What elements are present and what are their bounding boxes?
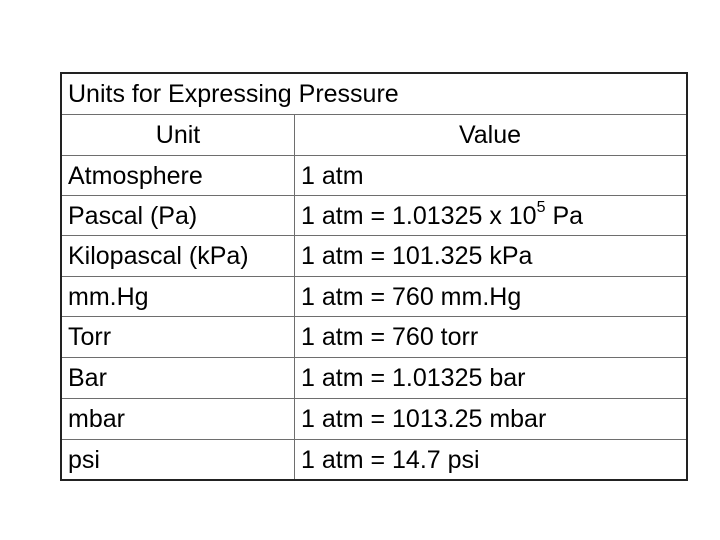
- table-row: [62, 398, 686, 438]
- value-cell: 1 atm = 14.7 psi: [301, 446, 480, 474]
- unit-cell: Atmosphere: [68, 162, 203, 190]
- value-cell: 1 atm = 760 torr: [301, 323, 479, 351]
- unit-cell: psi: [68, 446, 100, 474]
- table-row: [62, 439, 686, 479]
- header-value: Value: [458, 121, 522, 149]
- header-unit: Unit: [155, 121, 201, 149]
- value-cell: 1 atm = 101.325 kPa: [301, 242, 533, 270]
- unit-cell: Torr: [68, 323, 112, 351]
- table-row: [62, 316, 686, 356]
- exponent: 5: [536, 198, 546, 216]
- value-cell: [301, 196, 681, 236]
- table-row: [62, 195, 686, 235]
- unit-cell: mm.Hg: [68, 283, 149, 311]
- table-row: [62, 357, 686, 397]
- table-row: [62, 276, 686, 316]
- unit-cell: Bar: [68, 364, 107, 392]
- value-unit: Pa: [545, 202, 584, 230]
- pressure-units-table: [60, 72, 688, 481]
- table-title-row: [62, 74, 686, 114]
- unit-cell: mbar: [68, 405, 125, 433]
- value-cell: 1 atm = 760 mm.Hg: [301, 283, 522, 311]
- column-divider: [294, 114, 295, 479]
- value-cell: 1 atm: [301, 162, 364, 190]
- value-cell: 1 atm = 1013.25 mbar: [301, 405, 547, 433]
- unit-cell: Kilopascal (kPa): [68, 242, 249, 270]
- table-header-row: [62, 114, 686, 154]
- value-text: 1 atm = 1.01325 x 10: [301, 202, 537, 230]
- table-row: [62, 155, 686, 195]
- table-row: [62, 235, 686, 275]
- value-cell: 1 atm = 1.01325 bar: [301, 364, 526, 392]
- unit-cell: Pascal (Pa): [68, 202, 198, 230]
- table-title: Units for Expressing Pressure: [68, 80, 399, 108]
